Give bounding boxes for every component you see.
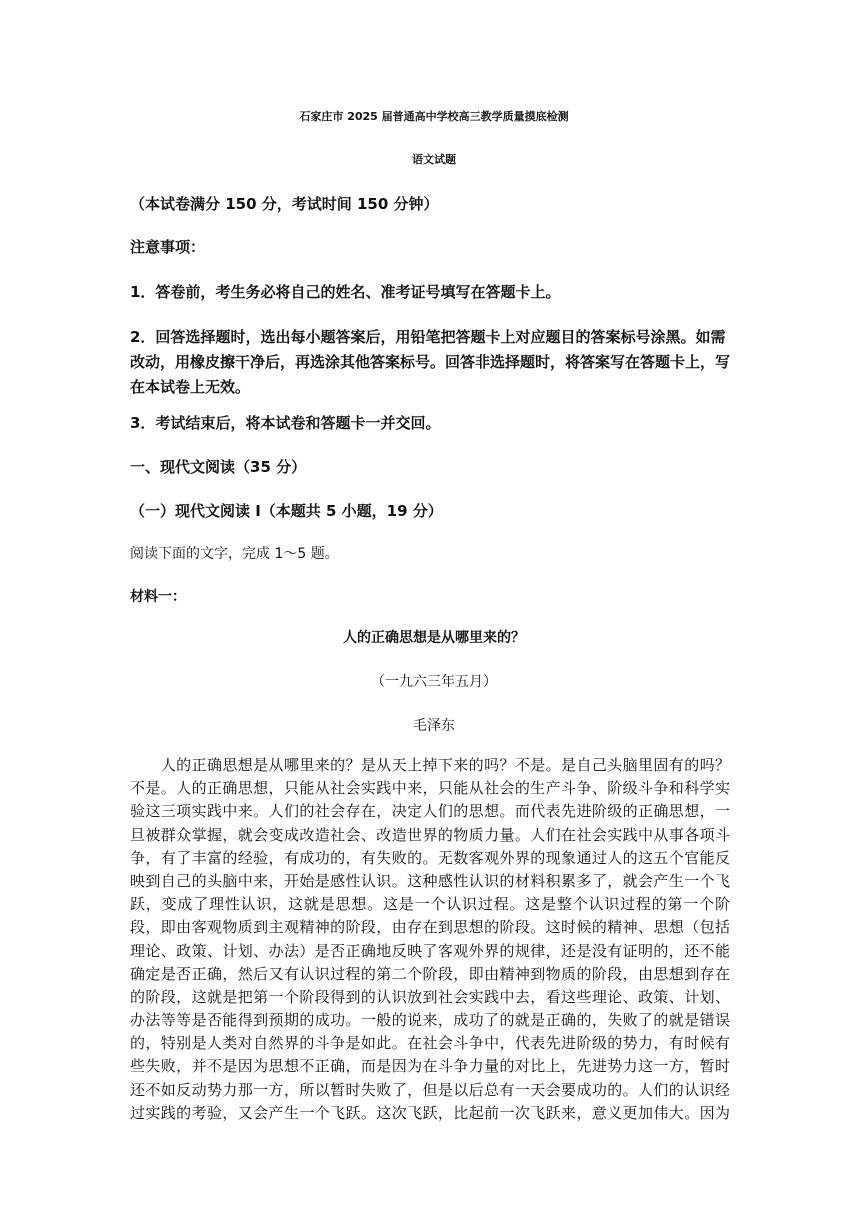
article-line: 还不如反动势力那一方，所以暂时失败了，但是以后总有一天会要成功的。人们的认识经	[130, 1080, 730, 1099]
article-title: 人的正确思想是从哪里来的？	[343, 630, 525, 646]
section-heading: 一、现代文阅读（35 分）	[130, 458, 307, 476]
reading-instruction: 阅读下面的文字，完成 1～5 题。	[130, 546, 339, 562]
article-line: 不是。人的正确思想，只能从社会实践中来，只能从社会的生产斗争、阶级斗争和科学实	[130, 779, 730, 798]
article-line: 过实践的考验，又会产生一个飞跃。这次飞跃，比起前一次飞跃来，意义更加伟大。因为	[130, 1103, 730, 1122]
notice-item-2: 2．回答选择题时，选出每小题答案后，用铅笔把答题卡上对应题目的答案标号涂黑。如需改动，用橡皮擦干净后，再选涂其他答案标号。回答非选择题时，将答案写在答题卡上，写在本试卷上无效。	[130, 328, 731, 396]
article-line: 的，特别是人类对自然界的斗争是如此。在社会斗争中，代表先进阶级的势力，有时候有	[130, 1034, 730, 1053]
article-line: 映到自己的头脑中来，开始是感性认识。这种感性认识的材料积累多了，就会产生一个飞	[130, 871, 730, 890]
article-line: 争，有了丰富的经验，有成功的，有失败的。无数客观外界的现象通过人的这五个官能反	[130, 848, 730, 867]
article-line: 旦被群众掌握，就会变成改造社会、改造世界的物质力量。人们在社会实践中从事各项斗	[130, 825, 730, 844]
article-author: 毛泽东	[413, 718, 455, 734]
material-label: 材料一：	[130, 589, 186, 605]
article-line: 人的正确思想是从哪里来的？是从天上掉下来的吗？不是。是自己头脑里固有的吗？	[130, 756, 730, 774]
article-date: （一九六三年五月）	[371, 674, 497, 690]
subsection-heading: （一）现代文阅读 I（本题共 5 小题，19 分）	[130, 502, 443, 520]
article-line: 跃，变成了理性认识，这就是思想。这是一个认识过程。这是整个认识过程的第一个阶	[130, 895, 730, 914]
article-body	[130, 754, 730, 1125]
article-line: 办法等等是否能得到预期的成功。一般的说来，成功了的就是正确的，失败了的就是错误	[130, 1011, 730, 1030]
subject-title: 语文试题	[412, 153, 456, 166]
article-line: 段，即由客观物质到主观精神的阶段，由存在到思想的阶段。这时候的精神、思想（包括	[130, 918, 730, 937]
score-note: （本试卷满分 150 分，考试时间 150 分钟）	[130, 195, 439, 213]
notice-item-3: 3．考试结束后，将本试卷和答题卡一并交回。	[130, 414, 441, 432]
article-line: 确定是否正确，然后又有认识过程的第二个阶段，即由精神到物质的阶段，由思想到存在	[130, 964, 730, 983]
notice-item-1: 1．答卷前，考生务必将自己的姓名、准考证号填写在答题卡上。	[130, 283, 561, 301]
article-line: 的阶段，这就是把第一个阶段得到的认识放到社会实践中去，看这些理论、政策、计划、	[130, 987, 730, 1006]
notice-title: 注意事项：	[130, 238, 206, 256]
article-line: 验这三项实践中来。人们的社会存在，决定人们的思想。而代表先进阶级的正确思想，一	[130, 802, 730, 821]
article-line: 理论、政策、计划、办法）是否正确地反映了客观外界的规律，还是没有证明的，还不能	[130, 941, 730, 960]
article-line: 些失败，并不是因为思想不正确，而是因为在斗争力量的对比上，先进势力这一方，暂时	[130, 1057, 730, 1076]
exam-title: 石家庄市 2025 届普通高中学校高三教学质量摸底检测	[299, 110, 569, 123]
